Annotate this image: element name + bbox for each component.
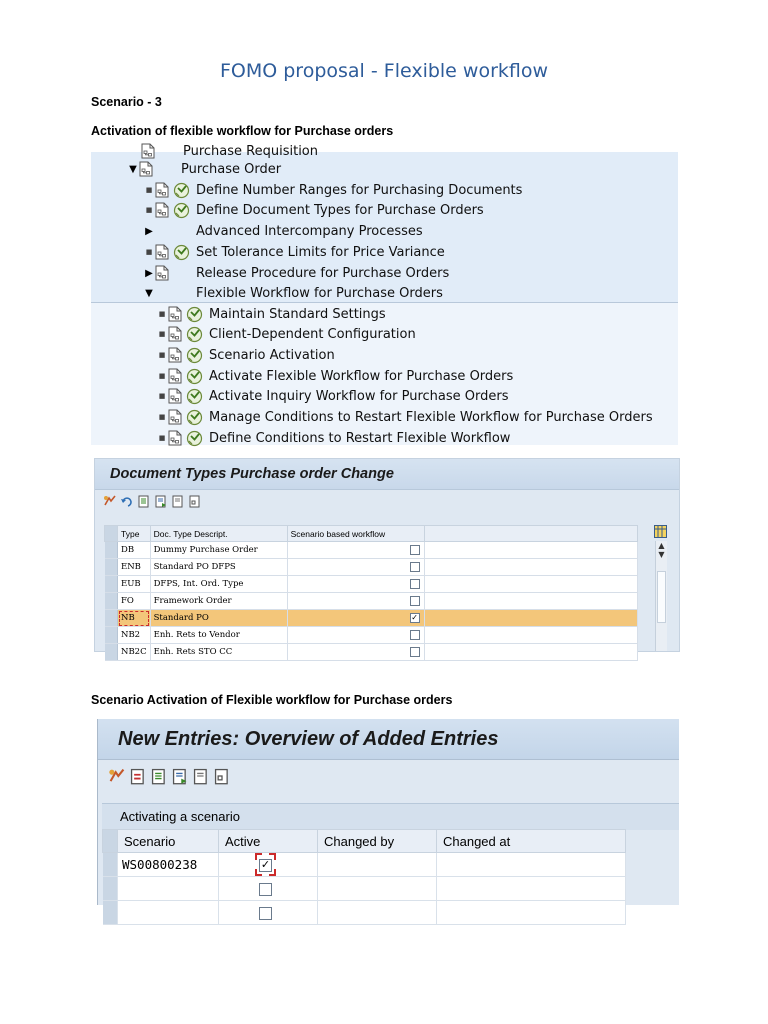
col-spacer xyxy=(424,526,637,542)
col-scenario-workflow[interactable]: Scenario based workflow xyxy=(287,526,424,542)
changed-by-cell xyxy=(318,877,437,901)
tree-item[interactable]: ▶ Release Procedure for Purchase Orders xyxy=(91,263,678,283)
workflow-checkbox-checked[interactable]: ✓ xyxy=(411,612,418,622)
desc-cell: Standard PO DFPS xyxy=(150,559,287,576)
undo-icon[interactable] xyxy=(120,494,134,508)
toolbar xyxy=(108,767,231,785)
col-active[interactable]: Active xyxy=(219,830,318,853)
section-heading-activation: Activation of flexible workflow for Purchase orders xyxy=(91,124,394,138)
row-selector[interactable] xyxy=(103,853,118,877)
workflow-checkbox[interactable] xyxy=(410,630,420,640)
execute-activity-icon[interactable] xyxy=(173,244,190,261)
type-cell: FO xyxy=(118,593,151,610)
scenario-cell[interactable] xyxy=(118,877,219,901)
document-types-table xyxy=(104,525,638,661)
collapse-triangle-icon[interactable]: ▼ xyxy=(145,287,153,299)
document-title: FOMO proposal - Flexible workflow xyxy=(219,60,549,82)
col-type[interactable]: Type xyxy=(118,526,151,542)
tree-item[interactable]: ■ Define Document Types for Purchase Orders xyxy=(91,200,678,220)
active-checkbox[interactable] xyxy=(259,883,272,896)
bullet-icon: ■ xyxy=(145,206,153,214)
document-icon xyxy=(168,306,182,322)
changed-at-cell xyxy=(437,901,626,925)
bullet-icon: ■ xyxy=(158,413,166,421)
scroll-down-icon[interactable]: ▼ xyxy=(658,550,665,559)
document-icon xyxy=(155,244,169,260)
desc-cell: DFPS, Int. Ord. Type xyxy=(150,576,287,593)
table-row[interactable] xyxy=(103,901,626,925)
table-row[interactable] xyxy=(103,853,626,877)
document-icon xyxy=(168,347,182,363)
col-description[interactable]: Doc. Type Descript. xyxy=(150,526,287,542)
table-settings-icon[interactable] xyxy=(654,525,667,538)
scroll-thumb[interactable] xyxy=(657,571,666,623)
previous-entry-icon[interactable] xyxy=(192,767,210,785)
bullet-icon: ■ xyxy=(158,330,166,338)
execute-activity-icon[interactable] xyxy=(186,326,203,343)
bullet-icon: ■ xyxy=(158,434,166,442)
workflow-checkbox[interactable] xyxy=(410,579,420,589)
scenario-cell[interactable] xyxy=(118,901,219,925)
execute-activity-icon[interactable] xyxy=(186,368,203,385)
desc-cell: Enh. Rets to Vendor xyxy=(150,627,287,644)
type-cell: NB xyxy=(118,610,151,627)
new-entries-icon[interactable] xyxy=(137,494,151,508)
row-selector[interactable] xyxy=(105,576,118,593)
document-icon xyxy=(168,409,182,425)
tree-subitem[interactable]: ■ Maintain Standard Settings xyxy=(91,304,678,324)
select-all-icon[interactable] xyxy=(213,767,231,785)
desc-cell: Dummy Purchase Order xyxy=(150,542,287,559)
workflow-checkbox[interactable] xyxy=(410,647,420,657)
scenario-cell[interactable]: WS00800238 xyxy=(118,853,219,877)
execute-activity-icon[interactable] xyxy=(186,347,203,364)
expand-triangle-icon[interactable]: ▶ xyxy=(145,225,153,237)
document-icon xyxy=(139,161,153,177)
bullet-icon: ■ xyxy=(158,392,166,400)
table-row[interactable] xyxy=(105,559,638,576)
execute-activity-icon[interactable] xyxy=(186,409,203,426)
changed-by-cell xyxy=(318,853,437,877)
panel-title: New Entries: Overview of Added Entries xyxy=(118,728,499,750)
execute-activity-icon[interactable] xyxy=(186,430,203,447)
table-row[interactable] xyxy=(105,644,638,661)
scenario-table xyxy=(102,829,626,925)
copy-entry-icon[interactable] xyxy=(154,494,168,508)
execute-activity-icon[interactable] xyxy=(186,388,203,405)
desc-cell: Standard PO xyxy=(150,610,287,627)
table-row[interactable] xyxy=(105,627,638,644)
tree-subitem[interactable]: ■ Manage Conditions to Restart Flexible Workflow for Purchase Orders xyxy=(91,407,678,427)
panel-title: Document Types Purchase order Change xyxy=(110,466,394,482)
type-cell: EUB xyxy=(118,576,151,593)
collapse-triangle-icon[interactable]: ▼ xyxy=(129,163,137,175)
table-row[interactable] xyxy=(103,877,626,901)
new-entries-icon[interactable] xyxy=(150,767,168,785)
section-header: Activating a scenario xyxy=(102,803,679,830)
changed-at-cell xyxy=(437,853,626,877)
expand-triangle-icon[interactable]: ▶ xyxy=(145,267,153,279)
toolbar xyxy=(103,494,202,508)
tree-subitem[interactable]: ■ Client-Dependent Configuration xyxy=(91,324,678,344)
display-change-icon[interactable] xyxy=(103,494,117,508)
active-checkbox-checked[interactable]: ✓ xyxy=(260,859,271,872)
row-selector[interactable] xyxy=(105,644,118,661)
col-scenario[interactable]: Scenario xyxy=(118,830,219,853)
document-icon xyxy=(168,368,182,384)
type-cell: NB2C xyxy=(118,644,151,661)
workflow-checkbox[interactable] xyxy=(410,545,420,555)
document-icon xyxy=(168,388,182,404)
bullet-icon: ■ xyxy=(158,351,166,359)
bullet-icon: ■ xyxy=(145,186,153,194)
desc-cell: Framework Order xyxy=(150,593,287,610)
table-row[interactable] xyxy=(105,576,638,593)
tree-subitem[interactable]: ■ Define Conditions to Restart Flexible Workflow xyxy=(91,428,678,448)
desc-cell: Enh. Rets STO CC xyxy=(150,644,287,661)
row-selector[interactable] xyxy=(105,559,118,576)
tree-node-purchase-order[interactable]: ▼ Purchase Order xyxy=(91,159,678,179)
section-heading-scenario: Scenario Activation of Flexible workflow for Purchase orders xyxy=(91,693,453,707)
select-all-header[interactable] xyxy=(105,526,118,542)
customizing-tree xyxy=(91,143,678,446)
row-selector[interactable] xyxy=(103,877,118,901)
scroll-up-icon[interactable]: ▲ xyxy=(658,541,665,550)
tree-item[interactable]: ■ Define Number Ranges for Purchasing Documents xyxy=(91,180,678,200)
select-all-icon[interactable] xyxy=(188,494,202,508)
copy-entry-icon[interactable] xyxy=(171,767,189,785)
row-selector[interactable] xyxy=(105,627,118,644)
active-checkbox[interactable] xyxy=(259,907,272,920)
document-icon xyxy=(155,182,169,198)
tree-item[interactable]: ▶ Advanced Intercompany Processes xyxy=(91,221,678,241)
delete-entry-icon[interactable] xyxy=(129,767,147,785)
execute-activity-icon[interactable] xyxy=(173,202,190,219)
document-types-panel xyxy=(94,458,680,657)
execute-activity-icon[interactable] xyxy=(186,306,203,323)
tree-item[interactable]: ▼ Flexible Workflow for Purchase Orders xyxy=(91,283,678,303)
col-changed-at[interactable]: Changed at xyxy=(437,830,626,853)
tree-item[interactable]: ■ Set Tolerance Limits for Price Variance xyxy=(91,242,678,262)
bullet-icon: ■ xyxy=(145,248,153,256)
display-change-icon[interactable] xyxy=(108,767,126,785)
tree-subitem[interactable]: ■ Activate Flexible Workflow for Purchase Orders xyxy=(91,366,678,386)
document-icon xyxy=(141,143,155,159)
workflow-checkbox[interactable] xyxy=(410,596,420,606)
table-row[interactable] xyxy=(105,593,638,610)
document-icon xyxy=(168,326,182,342)
bullet-icon: ■ xyxy=(158,372,166,380)
flexible-workflow-subtree xyxy=(91,302,678,445)
table-row-selected[interactable] xyxy=(105,610,638,627)
tree-node-purchase-requisition[interactable]: Purchase Requisition xyxy=(91,141,678,161)
document-icon xyxy=(155,202,169,218)
select-all-header[interactable] xyxy=(103,830,118,853)
type-cell: DB xyxy=(118,542,151,559)
changed-at-cell xyxy=(437,877,626,901)
bullet-icon: ■ xyxy=(158,310,166,318)
row-selector[interactable] xyxy=(103,901,118,925)
scenario-heading: Scenario - 3 xyxy=(91,95,162,109)
document-icon xyxy=(155,265,169,281)
delete-entry-icon[interactable] xyxy=(171,494,185,508)
table-row[interactable] xyxy=(105,542,638,559)
table-scrollbar[interactable] xyxy=(655,541,667,651)
workflow-checkbox[interactable] xyxy=(410,562,420,572)
active-checkbox-focus xyxy=(255,853,276,876)
type-cell: ENB xyxy=(118,559,151,576)
execute-activity-icon[interactable] xyxy=(173,182,190,199)
tree-subitem[interactable]: ■ Scenario Activation xyxy=(91,345,678,365)
changed-by-cell xyxy=(318,901,437,925)
new-entries-panel xyxy=(97,719,679,905)
col-changed-by[interactable]: Changed by xyxy=(318,830,437,853)
row-selector[interactable] xyxy=(105,542,118,559)
type-cell: NB2 xyxy=(118,627,151,644)
document-icon xyxy=(168,430,182,446)
row-selector[interactable] xyxy=(105,610,118,627)
tree-subitem[interactable]: ■ Activate Inquiry Workflow for Purchase Orders xyxy=(91,386,678,406)
row-selector[interactable] xyxy=(105,593,118,610)
